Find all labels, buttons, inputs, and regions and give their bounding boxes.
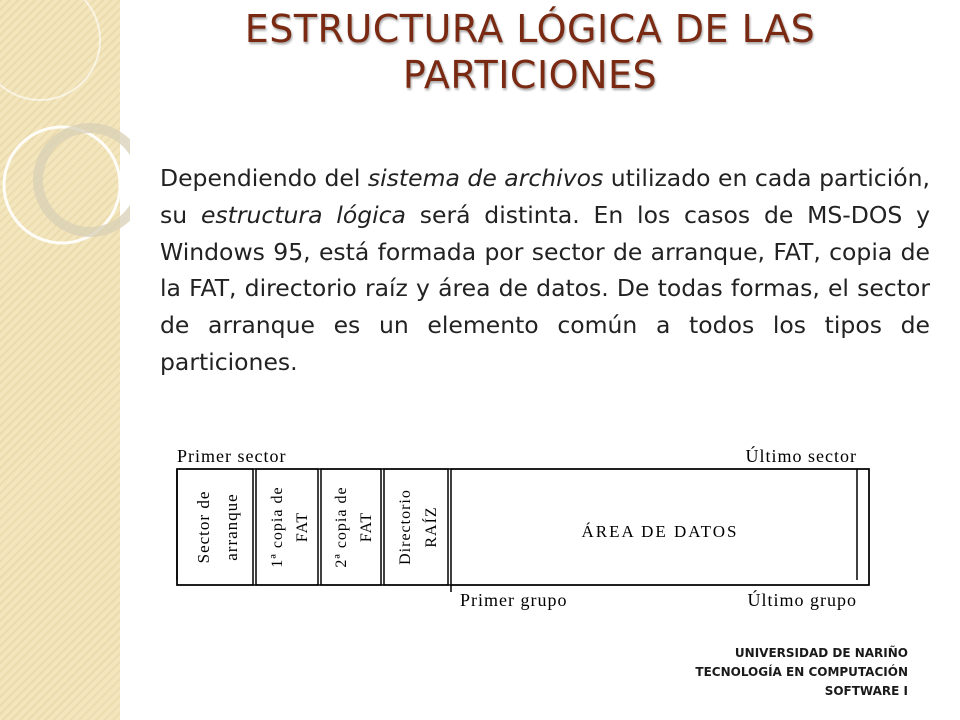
label-last-group: Último grupo [747, 590, 857, 610]
fat-copy-2-line1: 2ª copia de [333, 486, 350, 568]
footer [695, 644, 908, 701]
boot-sector-line2: arranque [222, 493, 241, 561]
label-first-sector: Primer sector [177, 446, 287, 466]
title-line-1: ESTRUCTURA LÓGICA DE LAS [244, 7, 816, 51]
label-first-group: Primer grupo [460, 590, 568, 610]
decorative-circles [0, 0, 130, 720]
body-text-3: será distinta. En los casos de MS-DOS y Windows 95, está formada por sector de arranque, FAT, copia de la FAT, directorio raíz y área de datos. De todas formas, el sector de arranque es un elemento común a todos los tipos de particiones. [160, 200, 930, 376]
fat-copy-2-label [333, 486, 375, 567]
deco-circle-ring [38, 128, 130, 232]
boot-sector-label [194, 491, 241, 564]
deco-circle-top [0, 0, 100, 100]
body-text-2: utilizado en cada partición, su [160, 164, 931, 229]
fat-copy-2-line2: FAT [358, 511, 375, 543]
data-area-label: ÁREA DE DATOS [581, 522, 739, 541]
body-emphasis-2: estructura lógica [200, 200, 406, 229]
footer-program: TECNOLOGÍA EN COMPUTACIÓN [695, 665, 908, 679]
partition-diagram [160, 430, 900, 620]
root-directory-label [397, 489, 440, 565]
fat-copy-1-line2: FAT [294, 511, 311, 543]
footer-course: SOFTWARE I [824, 684, 908, 698]
page-title [130, 6, 930, 98]
fat-copy-1-label [269, 486, 311, 567]
boot-sector-line1: Sector de [194, 490, 213, 564]
root-directory-line1: Directorio [397, 489, 414, 565]
title-line-2: PARTICIONES [402, 53, 658, 97]
root-directory-line2: RAÍZ [423, 506, 440, 548]
body-paragraph [160, 160, 930, 381]
label-last-sector: Último sector [745, 446, 857, 466]
body-text-1: Dependiendo del [160, 164, 368, 192]
fat-copy-1-line1: 1ª copia de [269, 486, 286, 568]
cell-boot-sector [177, 469, 253, 585]
body-emphasis-1: sistema de archivos [367, 164, 604, 192]
footer-university: UNIVERSIDAD DE NARIÑO [734, 646, 908, 660]
